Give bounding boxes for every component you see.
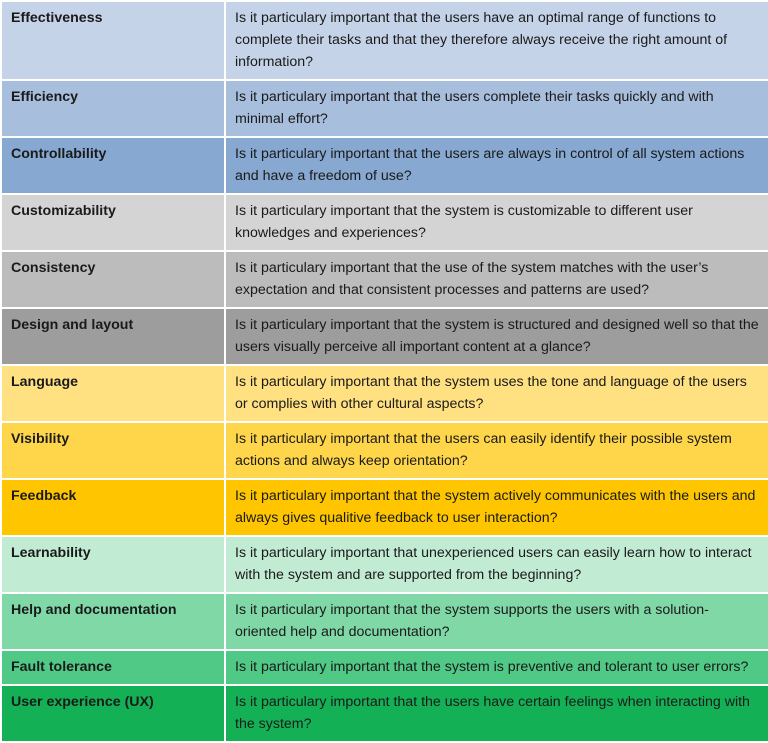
- criterion-name: Customizability: [1, 194, 225, 251]
- table-body: [1, 1, 768, 742]
- criterion-question: Is it particulary important that the system supports the users with a solution-oriented help and documentation?: [225, 593, 768, 650]
- criterion-question: Is it particulary important that unexperienced users can easily learn how to interact with the system and are supported from the beginning?: [225, 536, 768, 593]
- criterion-name: Help and documentation: [1, 593, 225, 650]
- criterion-name: User experience (UX): [1, 685, 225, 742]
- table-row: [1, 308, 768, 365]
- table-row: [1, 422, 768, 479]
- criterion-question: Is it particulary important that the system uses the tone and language of the users or complies with other cultural aspects?: [225, 365, 768, 422]
- criterion-name: Feedback: [1, 479, 225, 536]
- criterion-name: Effectiveness: [1, 1, 225, 80]
- criterion-name: Design and layout: [1, 308, 225, 365]
- criterion-question: Is it particulary important that the system is customizable to different user knowledges and experiences?: [225, 194, 768, 251]
- criterion-name: Visibility: [1, 422, 225, 479]
- criterion-name: Language: [1, 365, 225, 422]
- table-row: [1, 685, 768, 742]
- criterion-question: Is it particulary important that the users are always in control of all system actions and have a freedom of use?: [225, 137, 768, 194]
- table-row: [1, 251, 768, 308]
- criterion-question: Is it particulary important that the users have certain feelings when interacting with the system?: [225, 685, 768, 742]
- criterion-name: Controllability: [1, 137, 225, 194]
- table-row: [1, 194, 768, 251]
- criterion-name: Efficiency: [1, 80, 225, 137]
- table-row: [1, 80, 768, 137]
- criterion-question: Is it particulary important that the users can easily identify their possible system actions and always keep orientation?: [225, 422, 768, 479]
- table-row: [1, 650, 768, 685]
- criterion-name: Learnability: [1, 536, 225, 593]
- criterion-question: Is it particulary important that the system actively communicates with the users and always gives qualitive feedback to user interaction?: [225, 479, 768, 536]
- criterion-name: Consistency: [1, 251, 225, 308]
- table-row: [1, 536, 768, 593]
- table-row: [1, 137, 768, 194]
- criterion-name: Fault tolerance: [1, 650, 225, 685]
- criterion-question: Is it particulary important that the system is preventive and tolerant to user errors?: [225, 650, 768, 685]
- table-row: [1, 365, 768, 422]
- criterion-question: Is it particulary important that the users complete their tasks quickly and with minimal effort?: [225, 80, 768, 137]
- criterion-question: Is it particulary important that the use of the system matches with the user’s expectation and that consistent processes and patterns are used?: [225, 251, 768, 308]
- table-row: [1, 1, 768, 80]
- criterion-question: Is it particulary important that the users have an optimal range of functions to complete their tasks and that they therefore always receive the right amount of information?: [225, 1, 768, 80]
- criterion-question: Is it particulary important that the system is structured and designed well so that the users visually perceive all important content at a glance?: [225, 308, 768, 365]
- table-row: [1, 593, 768, 650]
- table-row: [1, 479, 768, 536]
